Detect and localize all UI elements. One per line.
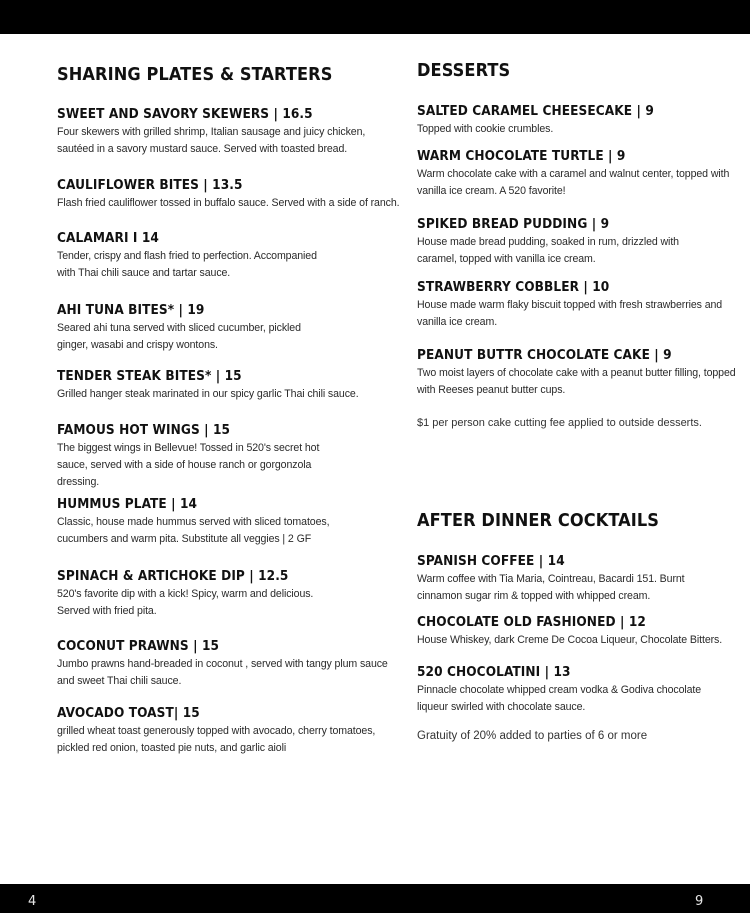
item-description: House made warm flaky biscuit topped with fresh strawberries and vanilla ice cream. [417,299,723,328]
menu-item [417,614,737,649]
cocktails-heading: AFTER DINNER COCKTAILS [417,510,660,531]
item-description: Four skewers with grilled shrimp, Italian sausage and juicy chicken, sautéed in a savory mustard sauce. Served with toasted bread. [57,126,366,155]
menu-item [57,230,402,282]
page-number-right: 9 [695,894,704,909]
item-description: grilled wheat toast generously topped with avocado, cherry tomatoes, pickled red onion, toasted pie nuts, and garlic aioli [57,725,376,754]
item-title: AHI TUNA BITES* | 19 [57,302,205,318]
bottom-bar [0,884,750,913]
item-title: SPANISH COFFEE | 14 [417,553,565,569]
item-description: The biggest wings in Bellevue! Tossed in 520's secret hot sauce, served with a side of house ranch or gorgonzola dressing. [57,442,320,488]
item-description: Warm coffee with Tia Maria, Cointreau, Bacardi 151. Burnt cinnamon sugar rim & topped with whipped cream. [417,573,685,602]
page-number-left: 4 [28,894,37,909]
item-title: HUMMUS PLATE | 14 [57,496,198,512]
item-title: SALTED CARAMEL CHEESECAKE | 9 [417,103,654,119]
item-title: STRAWBERRY COBBLER | 10 [417,279,610,295]
item-description: Topped with cookie crumbles. [417,123,554,135]
item-description: Grilled hanger steak marinated in our spicy garlic Thai chili sauce. [57,388,359,400]
top-bar [0,0,750,34]
item-title: TENDER STEAK BITES* | 15 [57,368,242,384]
item-title: FAMOUS HOT WINGS | 15 [57,422,231,438]
item-title: CHOCOLATE OLD FASHIONED | 12 [417,614,646,630]
menu-item [57,568,402,620]
item-title: CALAMARI I 14 [57,230,159,246]
cake-cutting-note: $1 per person cake cutting fee applied to outside desserts. [417,417,702,429]
menu-item [417,347,737,399]
item-title: PEANUT BUTTR CHOCOLATE CAKE | 9 [417,347,672,363]
menu-item [57,638,402,690]
item-description: Flash fried cauliflower tossed in buffalo sauce. Served with a side of ranch. [57,197,400,209]
item-description: Jumbo prawns hand-breaded in coconut , served with tangy plum sauce and sweet Thai chili sauce. [57,658,388,687]
menu-item [57,705,402,757]
item-title: CAULIFLOWER BITES | 13.5 [57,177,243,193]
item-description: Classic, house made hummus served with sliced tomatoes, cucumbers and warm pita. Substitute all veggies | 2 GF [57,516,330,545]
menu-item [57,496,402,548]
menu-item [57,177,402,212]
item-description: Pinnacle chocolate whipped cream vodka & Godiva chocolate liqueur swirled with chocolate sauce. [417,684,702,713]
menu-item [57,106,402,158]
menu-item [417,279,737,331]
item-description: Two moist layers of chocolate cake with a peanut butter filling, topped with Reeses peanut butter cups. [417,367,736,396]
menu-item [417,148,737,200]
desserts-heading: DESSERTS [417,60,511,81]
gratuity-note: Gratuity of 20% added to parties of 6 or more [417,730,648,742]
item-description: Tender, crispy and flash fried to perfection. Accompanied with Thai chili sauce and tartar sauce. [57,250,317,279]
menu-item [417,216,737,268]
item-title: WARM CHOCOLATE TURTLE | 9 [417,148,626,164]
item-title: COCONUT PRAWNS | 15 [57,638,220,654]
item-title: SPIKED BREAD PUDDING | 9 [417,216,610,232]
sharing-plates-heading: SHARING PLATES & STARTERS [57,64,333,85]
menu-item [417,553,737,605]
item-title: AVOCADO TOAST| 15 [57,705,200,721]
item-description: House made bread pudding, soaked in rum, drizzled with caramel, topped with vanilla ice cream. [417,236,679,265]
item-title: 520 CHOCOLATINI | 13 [417,664,571,680]
item-description: Warm chocolate cake with a caramel and walnut center, topped with vanilla ice cream. A 520 favorite! [417,168,730,197]
item-title: SPINACH & ARTICHOKE DIP | 12.5 [57,568,289,584]
menu-item [57,302,402,354]
menu-item [57,422,402,491]
menu-item [417,664,737,716]
item-title: SWEET AND SAVORY SKEWERS | 16.5 [57,106,313,122]
menu-item [57,368,402,403]
item-description: 520's favorite dip with a kick! Spicy, warm and delicious. Served with fried pita. [57,588,314,617]
item-description: Seared ahi tuna served with sliced cucumber, pickled ginger, wasabi and crispy wontons. [57,322,301,351]
item-description: House Whiskey, dark Creme De Cocoa Liqueur, Chocolate Bitters. [417,634,723,646]
menu-item [417,103,737,138]
